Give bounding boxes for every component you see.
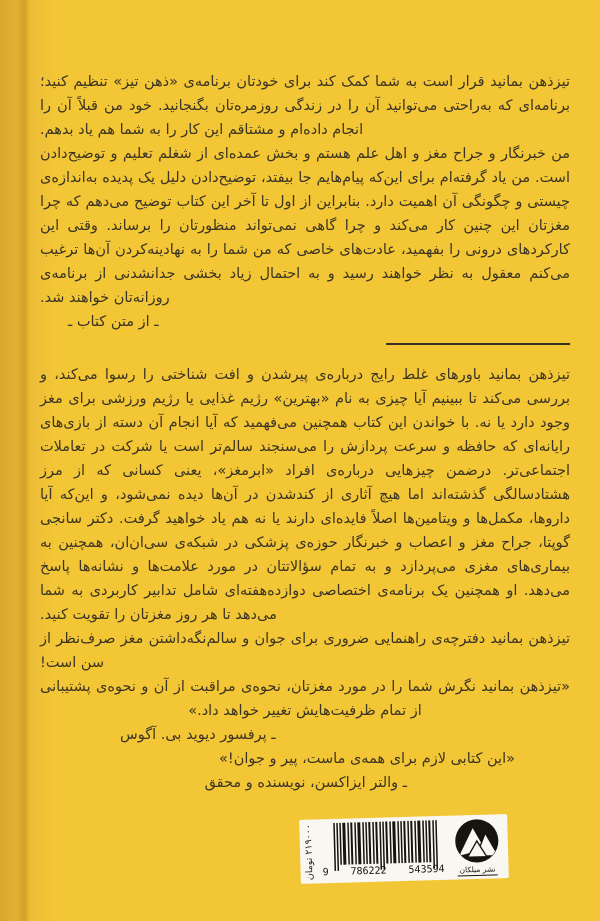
excerpt-paragraph: تیزذهن بمانید قرار است به شما کمک کند برای خودتان برنامه‌ی «ذهن تیز» تنظیم کنید؛ برنامه‌ای که به‌راحتی می‌توانید آن را در زندگی روزمره‌تان بگنجانید. خود من قبلاً آن را انجام داده‌ام و مشتاقم این کار را به شما هم یاد بدهم. — [40, 74, 570, 138]
isbn-group-2: 543594 — [408, 863, 445, 876]
excerpt-paragraph: من خبرنگار و جراح مغز و اهل علم هستم و بخش عمده‌ای از شغلم تعلیم و توضیح‌دادن است. من یاد گرفته‌ام برای این‌که پیام‌هایم جا بیفتد، توضیح‌دادن دلیل یک پدیده به‌اندازه‌ی چیستی و چگونگی آن اهمیت دارد. بنابراین از اول تا آخر این کتاب توضیح می‌دهم که چرا مغزتان این چنین کار می‌کند و چرا گاهی نمی‌تواند منظورتان را برساند. وقتی این کارکردهای درونی را بفهمید، عادت‌های خاصی که من شما را به نهادینه‌کردن آن‌ها ترغیب می‌کنم معقول به نظر خواهند رسید و به احتمال زیاد بخشی جدانشدنی از برنامه‌ی روزانه‌تان خواهند شد. — [40, 146, 570, 306]
back-cover-text-block — [40, 70, 570, 795]
price-label — [299, 819, 319, 883]
endorsement-quote-isaacson: «این کتابی لازم برای همه‌ی ماست، پیر و جوان!» — [219, 751, 515, 767]
blurb-closing-line: تیزذهن بمانید دفترچه‌ی راهنمایی ضروری برای جوان و سالم‌نگه‌داشتن مغز صرف‌نظر از سن است! — [40, 631, 570, 671]
endorsement-attribution-isaacson: ـ والتر ایزاکسن، نویسنده و محقق — [204, 775, 407, 791]
isbn-number — [320, 863, 446, 880]
mountain-logo-icon — [453, 817, 500, 864]
excerpt-source-note: ـ از متن کتاب ـ — [68, 314, 159, 330]
endorsement-attribution-agus: ـ پرفسور دیوید بی. آگوس — [120, 727, 276, 743]
publisher-logo-block — [447, 817, 507, 877]
endorsement-quote-agus: «تیزذهن بمانید نگرش شما را در مورد مغزتان، نحوه‌ی مراقبت از آن و نحوه‌ی پشتیبانی از تمام ظرفیت‌هایش تغییر خواهد داد.» — [40, 679, 570, 719]
blurb-paragraph: تیزذهن بمانید باورهای غلط رایج درباره‌ی پیرشدن و افت شناختی را رسوا می‌کند، و بررسی می‌کند تا ببینیم آیا چیزی به نام «بهترین» رژیم غذایی یا رژیم ورزشی برای مغز وجود دارد یا نه. با خواندن این کتاب همچنین می‌فهمید که آیا انجام آن دسته از بازی‌های رایانه‌ای که حافظه و سرعت پردازش را می‌سنجند سالم‌تر است یا شرکت در تعاملات اجتماعی‌تر. درضمن چیزهایی درباره‌ی افراد «ابرمغز»، یعنی کسانی که از مرز هشتادسالگی گذشته‌اند اما هیچ آثاری از کندشدن در آن‌ها دیده نمی‌شود، و این‌که آیا داروها، مکمل‌ها و ویتامین‌ها اصلاً فایده‌ای دارند یا نه هم یاد خواهید گرفت. دکتر سانجی گوپتا، جراح مغز و اعصاب و خبرنگار حوزه‌ی پزشکی در شبکه‌ی سی‌ان‌ان، همچنین به بیماری‌های مغزی می‌پردازد و به تمام سؤالاتتان در مورد علامت‌ها و نشانه‌ها پاسخ می‌دهد. او همچنین یک برنامه‌ی اختصاصی دوازده‌هفته‌ای شامل تدابیر کاربردی به شما می‌دهد تا هر روز مغزتان را تقویت کنید. — [40, 367, 570, 623]
isbn-group-1: 786222 — [350, 865, 387, 878]
isbn-first-digit: 9 — [322, 867, 329, 879]
section-divider — [386, 343, 570, 345]
price-barcode-label — [299, 814, 509, 884]
publisher-name: نشر میلکان — [457, 864, 497, 876]
price-text: ۲۱۹۰۰۰ تومان — [302, 823, 316, 880]
barcode — [319, 820, 447, 879]
